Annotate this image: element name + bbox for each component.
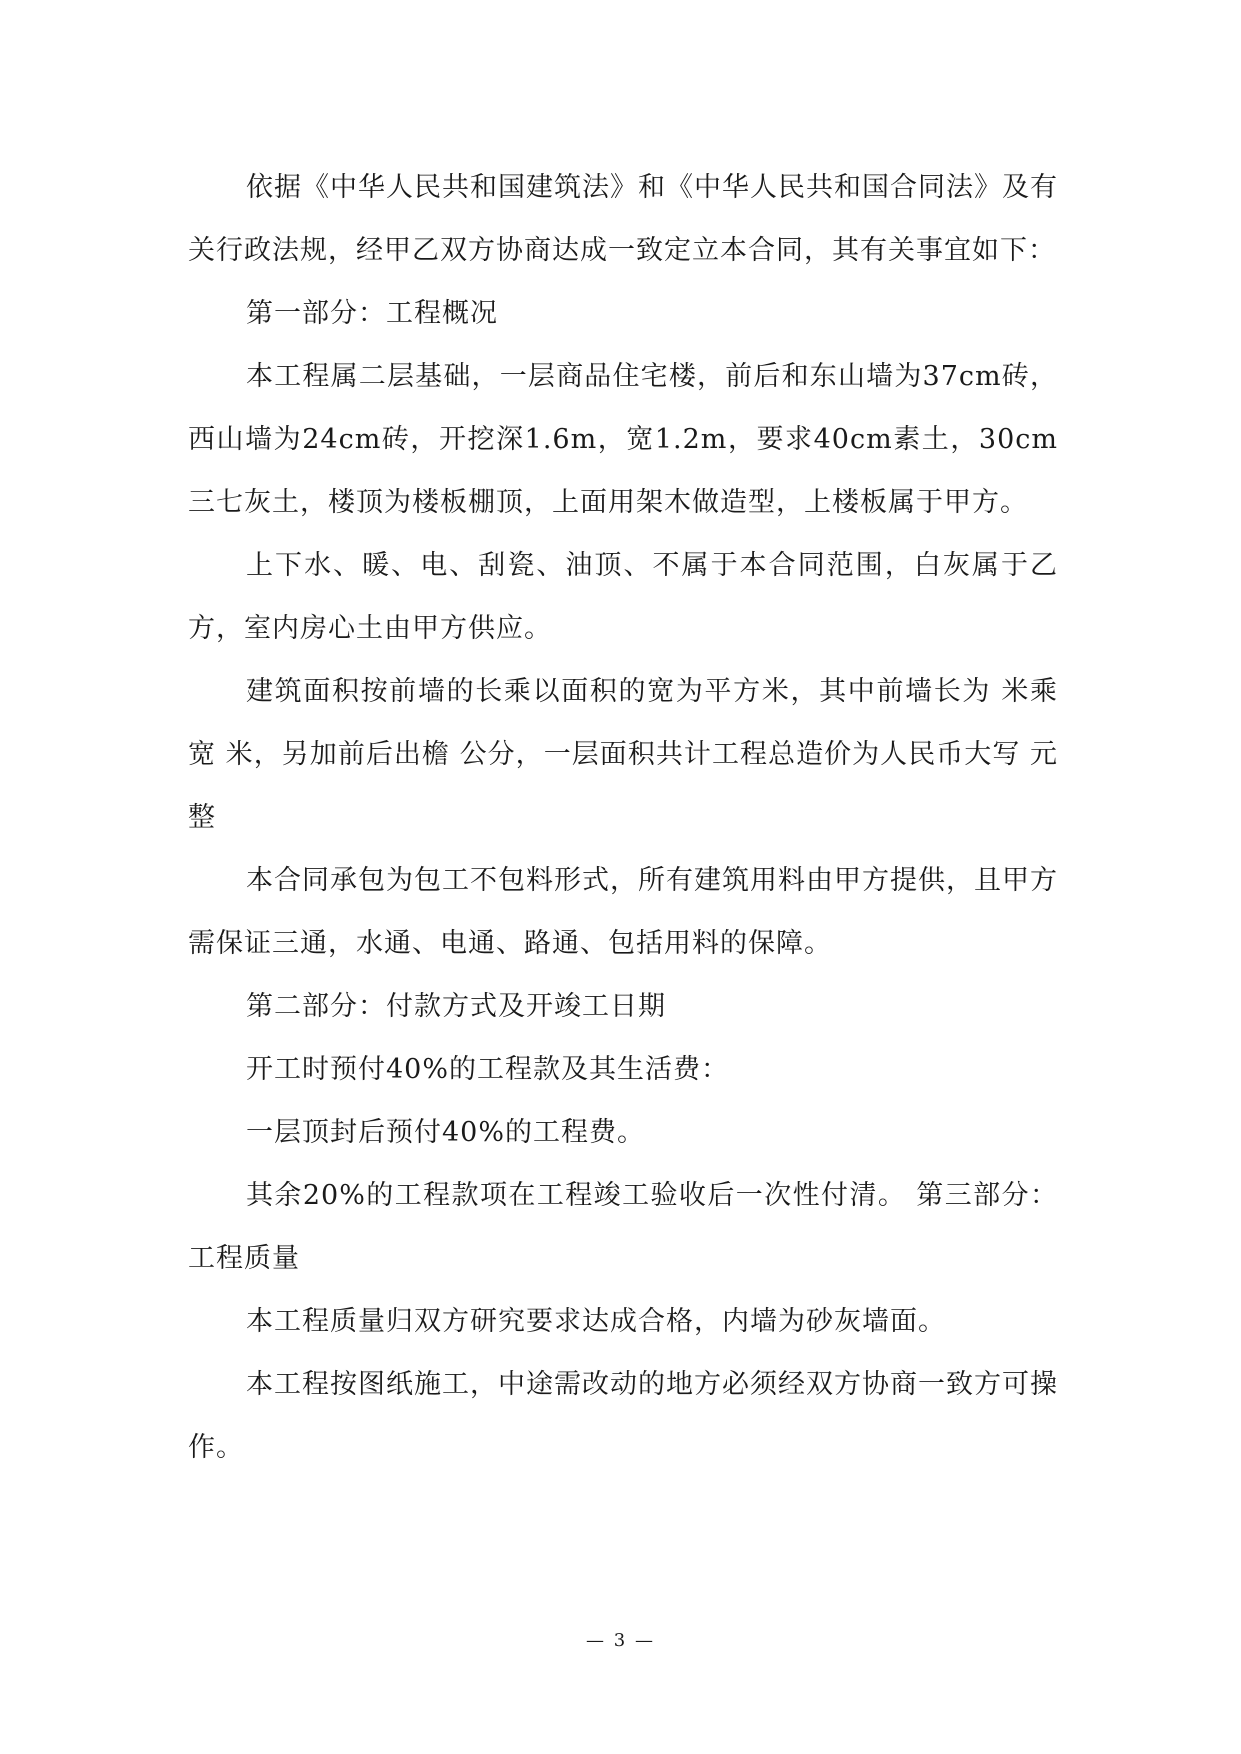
paragraph-payment-roof: 一层顶封后预付40%的工程费。	[246, 1117, 646, 1148]
section-heading-part-one: 第一部分：工程概况	[246, 298, 498, 329]
paragraph-scope-exclusions: 上下水、暖、电、刮瓷、油顶、不属于本合同范围，白灰属于乙方，室内房心土由甲方供应。	[188, 550, 1058, 644]
paragraph-project-overview: 本工程属二层基础，一层商品住宅楼，前后和东山墙为37cm砖，西山墙为24cm砖，开挖深1.6m，宽1.2m，要求40cm素土，30cm三七灰土，楼顶为楼板棚顶，上面用架木做造型，上楼板属于甲方。	[188, 361, 1058, 518]
paragraph-contract-form: 本合同承包为包工不包料形式，所有建筑用料由甲方提供，且甲方需保证三通，水通、电通、路通、包括用料的保障。	[188, 865, 1058, 959]
document-body	[188, 156, 1058, 1479]
paragraph-preamble: 依据《中华人民共和国建筑法》和《中华人民共和国合同法》及有关行政法规，经甲乙双方协商达成一致定立本合同，其有关事宜如下：	[188, 172, 1058, 266]
paragraph-building-area: 建筑面积按前墙的长乘以面积的宽为平方米，其中前墙长为 米乘宽 米，另加前后出檐 公分，一层面积共计工程总造价为人民币大写 元整	[188, 676, 1058, 833]
paragraph-payment-final: 其余20%的工程款项在工程竣工验收后一次性付清。 第三部分：工程质量	[188, 1180, 1058, 1274]
section-heading-part-two: 第二部分：付款方式及开竣工日期	[246, 991, 666, 1022]
paragraph-drawing-changes: 本工程按图纸施工，中途需改动的地方必须经双方协商一致方可操作。	[188, 1369, 1058, 1463]
page-number: — 3 —	[586, 1630, 655, 1651]
paragraph-payment-start: 开工时预付40%的工程款及其生活费：	[246, 1054, 730, 1085]
paragraph-quality-standard: 本工程质量归双方研究要求达成合格，内墙为砂灰墙面。	[246, 1306, 946, 1337]
